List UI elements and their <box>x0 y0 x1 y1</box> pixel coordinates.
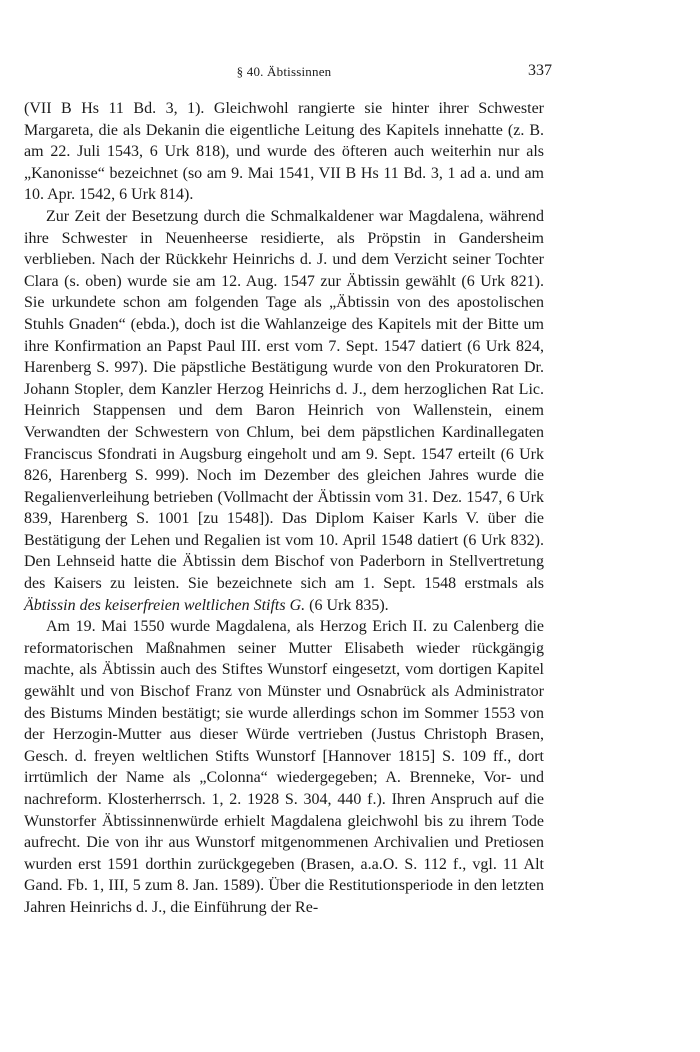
paragraph-1: (VII B Hs 11 Bd. 3, 1). Gleichwohl rangierte sie hinter ihrer Schwester Margareta, die als Dekanin die eigentliche Leitung des Kapitels innehatte (z. B. am 22. Juli 1543, 6 Urk 818), und wurde des öfteren auch weiterhin nur als „Kanonisse“ bezeichnet (so am 9. Mai 1541, VII B Hs 11 Bd. 3, 1 ad a. und am 10. Apr. 1542, 6 Urk 814). <box>24 100 544 204</box>
paragraph-2-text: Zur Zeit der Besetzung durch die Schmalkaldener war Magdalena, während ihre Schwester in Neuenheerse residierte, als Pröpstin in Gandersheim verblieben. Nach der Rückkehr Heinrichs d. J. und dem Verzicht seiner Tochter Clara (s. oben) wurde sie am 12. Aug. 1547 zur Äbtissin gewählt (6 Urk 821). Sie urkundete schon am folgenden Tage als „Äbtissin von des apostolischen Stuhls Gnaden“ (ebda.), doch ist die Wahlanzeige des Kapitels mit der Bitte um ihre Konfirmation an Papst Paul III. erst vom 7. Sept. 1547 datiert (6 Urk 824, Harenberg S. 997). Die päpstliche Bestätigung wurde von den Prokuratoren Dr. Johann Stopler, dem Kanzler Herzog Heinrichs d. J., dem herzoglichen Rat Lic. Heinrich Stappensen und dem Baron Heinrich von Wallenstein, einem Verwandten der Schwestern von Chlum, bei dem päpstlichen Kardinallegaten Franciscus Sfondrati in Augsburg eingeholt und am 9. Sept. 1547 erteilt (6 Urk 826, Harenberg S. 999). Noch im Dezember des gleichen Jahres wurde die Regalienverleihung betrieben (Vollmacht der Äbtissin vom 31. Dez. 1547, 6 Urk 839, Harenberg S. 1001 [zu 1548]). Das Diplom Kaiser Karls V. über die Bestätigung der Lehen und Regalien ist vom 10. April 1548 datiert (6 Urk 832). Den Lehnseid hatte die Äbtissin dem Bischof von Paderborn in Stellvertretung des Kaisers zu leisten. Sie bezeichnete sich am 1. Sept. 1548 erstmals als <box>24 207 544 593</box>
paragraph-2-end: (6 Urk 835). <box>305 596 389 614</box>
body-text <box>24 98 544 919</box>
page-number: 337 <box>528 62 552 79</box>
paragraph-3: Am 19. Mai 1550 wurde Magdalena, als Herzog Erich II. zu Calenberg die reformatorischen Maßnahmen seiner Mutter Elisabeth wieder rückgängig machte, als Äbtissin auch des Stiftes Wunstorf eingesetzt, vom dortigen Kapitel gewählt und von Bischof Franz von Münster und Osnabrück als Administrator des Bistums Minden bestätigt; sie wurde allerdings schon im Sommer 1553 von der Herzogin-Mutter aus dieser Würde vertrieben (Justus Christoph Brasen, Gesch. d. freyen weltlichen Stifts Wunstorf [Hannover 1815] S. 109 ff., dort irrtümlich der Name als „Colonna“ wiedergegeben; A. Brenneke, Vor- und nachreform. Klosterherrsch. 1, 2. 1928 S. 304, 440 f.). Ihren Anspruch auf die Wunstorfer Äbtissinnenwürde erhielt Magdalena gleichwohl bis zu ihrem Tode aufrecht. Die von ihr aus Wunstorf mitgenommenen Archivalien und Pretiosen wurden erst 1591 dorthin zurückgegeben (Brasen, a.a.O. S. 112 f., vgl. 11 Alt Gand. Fb. 1, III, 5 zum 8. Jan. 1589). Über die Restitutionsperiode in den letzten Jahren Heinrichs d. J., die Einführung der Re- <box>24 618 544 916</box>
page-header <box>24 56 552 86</box>
page <box>24 56 552 919</box>
paragraph-2 <box>24 206 544 616</box>
paragraph-2-italic-title: Äbtissin des keiserfreien weltlichen Stifts G. <box>24 596 306 614</box>
running-title: § 40. Äbtissinnen <box>236 64 332 79</box>
